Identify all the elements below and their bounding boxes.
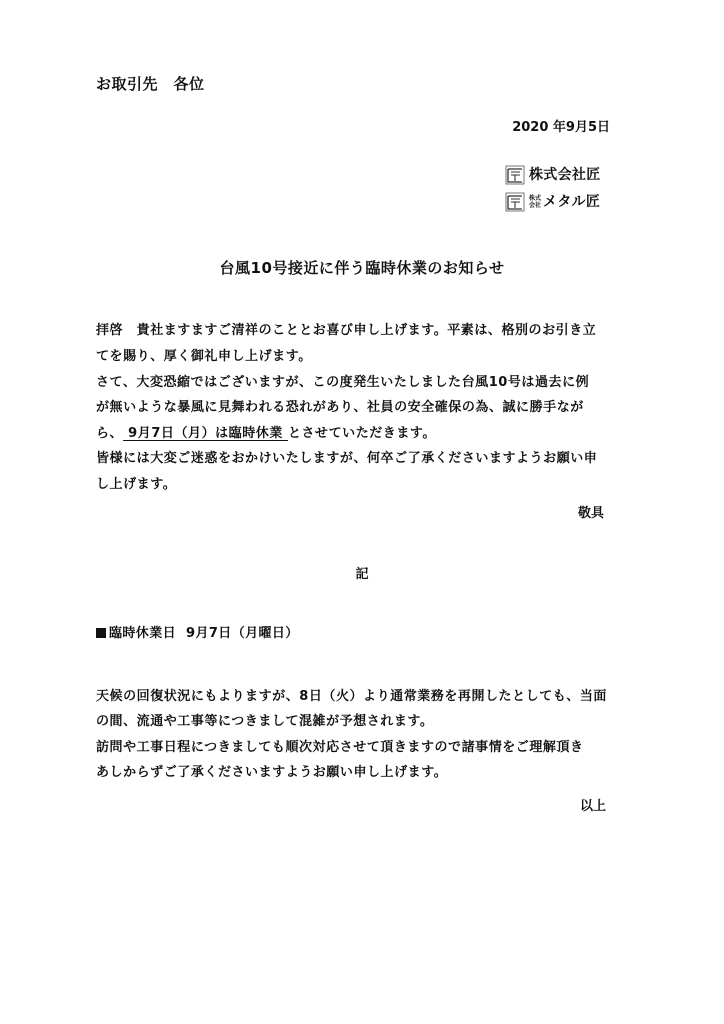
takumi-logo-icon bbox=[505, 165, 525, 185]
holiday-date: 9月7日（月曜日） bbox=[186, 626, 299, 641]
body-line-1: 拝啓 貴社ますますご清祥のこととお喜び申し上げます。平素は、格別のお引き立 bbox=[96, 323, 597, 338]
closing-ijou: 以上 bbox=[579, 799, 606, 814]
notes-line-2: の間、流通や工事等につきまして混雑が予想されます。 bbox=[96, 714, 434, 729]
body-line-7: し上げます。 bbox=[96, 477, 177, 492]
closing-keigu: 敬具 bbox=[577, 506, 604, 521]
company-2-prefix-bottom: 会社 bbox=[529, 202, 542, 209]
body-line-5-suffix: とさせていただきます。 bbox=[287, 426, 436, 441]
document-title: 台風10号接近に伴う臨時休業のお知らせ bbox=[219, 259, 505, 277]
holiday-label: 臨時休業日 bbox=[109, 626, 177, 641]
company-2-prefix-top: 株式 bbox=[529, 195, 542, 202]
body-line-6: 皆様には大変ご迷惑をおかけいたしますが、何卒ご了承くださいますようお願い申 bbox=[96, 451, 598, 466]
body-line-2: てを賜り、厚く御礼申し上げます。 bbox=[96, 349, 312, 364]
addressee: お取引先 各位 bbox=[96, 75, 205, 93]
body-line-5-prefix: ら、 bbox=[96, 426, 124, 441]
metal-takumi-logo-icon bbox=[505, 192, 525, 212]
notes-line-4: あしからずご了承くださいますようお願い申し上げます。 bbox=[96, 765, 448, 780]
body-line-3: さて、大変恐縮ではございますが、この度発生いたしました台風10号は過去に例 bbox=[96, 375, 590, 390]
company-2-name: メタル匠 bbox=[543, 194, 601, 210]
company-2-prefix bbox=[529, 195, 541, 209]
notes-line-1: 天候の回復状況にもよりますが、8日（火）より通常業務を再開したとしても、当面 bbox=[96, 689, 607, 704]
notes-line-3: 訪問や工事日程につきましても順次対応させて頂きますので諸事情をご理解頂き bbox=[96, 740, 584, 755]
company-2 bbox=[505, 193, 600, 211]
body-line-5 bbox=[96, 427, 436, 440]
body-line-4: が無いような暴風に見舞われる恐れがあり、社員の安全確保の為、誠に勝手なが bbox=[96, 400, 584, 415]
company-1-name: 株式会社匠 bbox=[529, 167, 601, 183]
ki-heading: 記 bbox=[355, 567, 369, 582]
company-1 bbox=[505, 166, 601, 184]
holiday-notice-underlined: 9月7日（月）は臨時休業 bbox=[123, 426, 288, 441]
square-bullet-icon bbox=[96, 628, 106, 638]
holiday-line bbox=[96, 627, 299, 640]
letter-date: 2020 年9月5日 bbox=[512, 120, 610, 135]
